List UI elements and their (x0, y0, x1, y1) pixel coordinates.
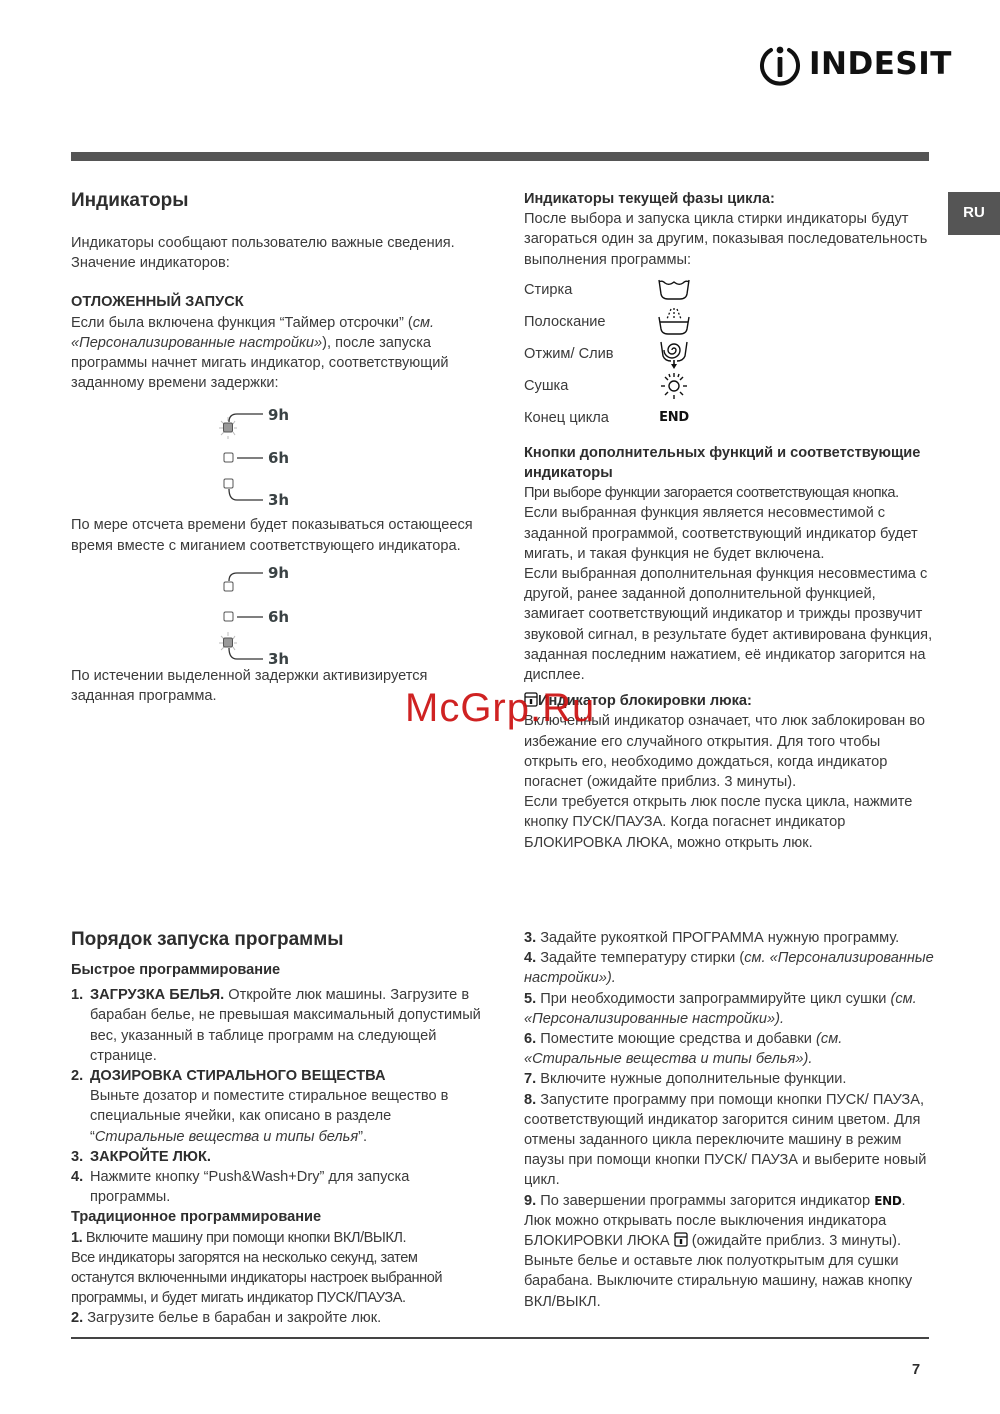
delay-expired-text: По истечении выделенной задержки активизируется заданная программа. (71, 667, 428, 705)
option-buttons-text-3: Если выбранная дополнительная функция несовместима с другой, ранее заданной дополнительной функцией, замигает соответствующий индикатор и трижды прозвучит звуковой сигнал, в результате будет активирована функция, заданная последним нажатием, её индикатор загорится на дисплее. (524, 566, 933, 684)
rinse-icon (656, 307, 692, 337)
quick-step-2: 2. ДОЗИРОВКА СТИРАЛЬНОГО ВЕЩЕСТВА Выньте дозатор и поместите стиральное вещество в специальные ячейки, как описано в разделе “Стиральные вещества и типы белья”. (71, 1068, 449, 1145)
traditional-step-6: 6. Поместите моющие средства и добавки (см. «Стиральные вещества и типы белья»). (524, 1031, 843, 1068)
phase-indicators-section (524, 189, 934, 853)
traditional-step-3: 3. Задайте рукояткой ПРОГРАММА нужную программу. (524, 930, 900, 946)
page-number: 7 (912, 1362, 921, 1378)
phase-row-wash: Стирка (524, 274, 934, 306)
traditional-step-1-detail: Все индикаторы загорятся на несколько секунд, затем останутся включенными индикаторы настроек выбранной программы, и будет мигать индикатор ПУСК/ПАУЗА. (71, 1249, 443, 1307)
quick-programming-heading: Быстрое программирование (71, 962, 281, 978)
timer-label-3h: 3h (268, 649, 290, 668)
traditional-step-2: 2. Загрузите белье в барабан и закройте люк. (71, 1310, 382, 1327)
timer-label-9h: 9h (268, 406, 290, 425)
traditional-step-5: 5. При необходимости запрограммируйте цикл сушки (см. «Персонализированные настройки»). (524, 990, 917, 1027)
quick-step-4: 4. Нажмите кнопку “Push&Wash+Dry” для запуска программы. (71, 1169, 410, 1206)
drying-sun-icon (656, 371, 692, 401)
phase-row-end: Конец цикла END (524, 402, 934, 434)
delay-timer-lines-icon (213, 564, 273, 664)
language-tab: RU (948, 192, 1000, 235)
countdown-text: По мере отсчета времени будет показываться остающееся время вместе с миганием соответствующего индикатора. (71, 517, 473, 554)
delayed-start-heading: ОТЛОЖЕННЫЙ ЗАПУСК (71, 294, 244, 311)
start-procedure-continued (524, 928, 934, 1312)
traditional-step-4: 4. Задайте температуру стирки (см. «Персонализированные настройки»). (524, 950, 934, 987)
spin-drain-icon (656, 338, 692, 370)
quick-step-3: 3. ЗАКРОЙТЕ ЛЮК. (71, 1148, 211, 1165)
door-lock-heading: Индикатор блокировки люка: (524, 691, 934, 711)
indicators-title: Индикаторы (71, 190, 189, 211)
option-buttons-heading: Кнопки дополнительных функций и соответствующие индикаторы (524, 444, 921, 482)
traditional-step-8: 8. Запустите программу при помощи кнопки ПУСК/ ПАУЗА, соответствующий индикатор загорится синим цветом. Для отмены заданного цикла переключите машину в режим паузы при помощи кнопки ПУСК/ ПАУЗА и выберите новый цикл. (524, 1091, 927, 1189)
traditional-step-9: 9. По завершении программы загорится индикатор END. Люк можно открывать после выключения индикатора БЛОКИРОВКИ ЛЮКА (ожидайте приблиз. 3 минуты). Выньте белье и оставьте люк полуоткрытым для сушки барабана. Выключите стиральную машину, нажав кнопку ВКЛ/ВЫКЛ. (524, 1192, 913, 1310)
option-buttons-text-1: При выборе функции загорается соответствующая кнопка. (524, 485, 899, 502)
phase-indicators-text: После выбора и запуска цикла стирки индикаторы будут загораться один за другим, показывая последовательность выполнения программы: (524, 211, 928, 268)
door-lock-text-2: Если требуется открыть люк после пуска цикла, нажмите кнопку ПУСК/ПАУЗА. Когда погаснет индикатор БЛОКИРОВКА ЛЮКА, можно открыть люк. (524, 794, 913, 851)
start-procedure-section (71, 928, 481, 1329)
indesit-logo (758, 42, 952, 86)
end-indicator-inline-icon: END (874, 1193, 902, 1208)
brand-name: INDESIT (809, 46, 952, 82)
header-divider (71, 152, 929, 161)
door-lock-inline-icon (674, 1232, 688, 1247)
timer-label-9h: 9h (268, 563, 290, 582)
traditional-step-7: 7. Включите нужные дополнительные функции. (524, 1071, 847, 1088)
footer-divider (71, 1337, 929, 1339)
timer-label-6h: 6h (268, 607, 290, 626)
indesit-i-icon (758, 42, 802, 86)
traditional-programming-heading: Традиционное программирование (71, 1209, 322, 1226)
traditional-step-1: 1. Включите машину при помощи кнопки ВКЛ/ВЫКЛ. (71, 1229, 407, 1246)
phase-row-spin-drain: Отжим/ Слив (524, 338, 934, 370)
option-buttons-text-2: Если выбранная функция является несовместимой с заданной программой, соответствующий индикатор будет мигать, и такая функция не будет включена. (524, 505, 918, 562)
delay-timer-lines-icon (213, 401, 273, 501)
delayed-start-text: Если была включена функция “Таймер отсрочки” (см. «Персонализированные настройки»), после запуска программы начнет мигать индикатор, соответствующий заданному времени задержки: (71, 314, 449, 392)
timer-label-6h: 6h (268, 449, 290, 468)
phase-list (524, 274, 934, 434)
delay-timer-diagram-3h (213, 563, 333, 668)
start-procedure-title: Порядок запуска программы (71, 929, 344, 950)
quick-step-1: 1. ЗАГРУЗКА БЕЛЬЯ. Откройте люк машины. Загрузите в барабан белье, не превышая максимальный допустимый вес, указанный в таблице программ на следующей странице. (71, 987, 481, 1064)
phase-row-drying: Сушка (524, 370, 934, 402)
phase-indicators-heading: Индикаторы текущей фазы цикла: (524, 191, 775, 207)
phase-row-rinse: Полоскание (524, 306, 934, 338)
door-lock-text-1: Включенный индикатор означает, что люк заблокирован во избежание его случайного открытия. Для того чтобы открыть его, необходимо дождаться, когда индикатор погаснет (ожидайте приблиз. 3 минуты). (524, 713, 925, 791)
delay-timer-diagram-9h (213, 401, 333, 510)
indicators-section (71, 189, 491, 706)
indicators-intro: Индикаторы сообщают пользователю важные сведения. Значение индикаторов: (71, 235, 455, 272)
watermark: McGrp.Ru (405, 686, 596, 730)
wash-tub-icon (656, 278, 692, 302)
timer-label-3h: 3h (268, 491, 290, 510)
end-indicator-icon: END (659, 409, 689, 425)
